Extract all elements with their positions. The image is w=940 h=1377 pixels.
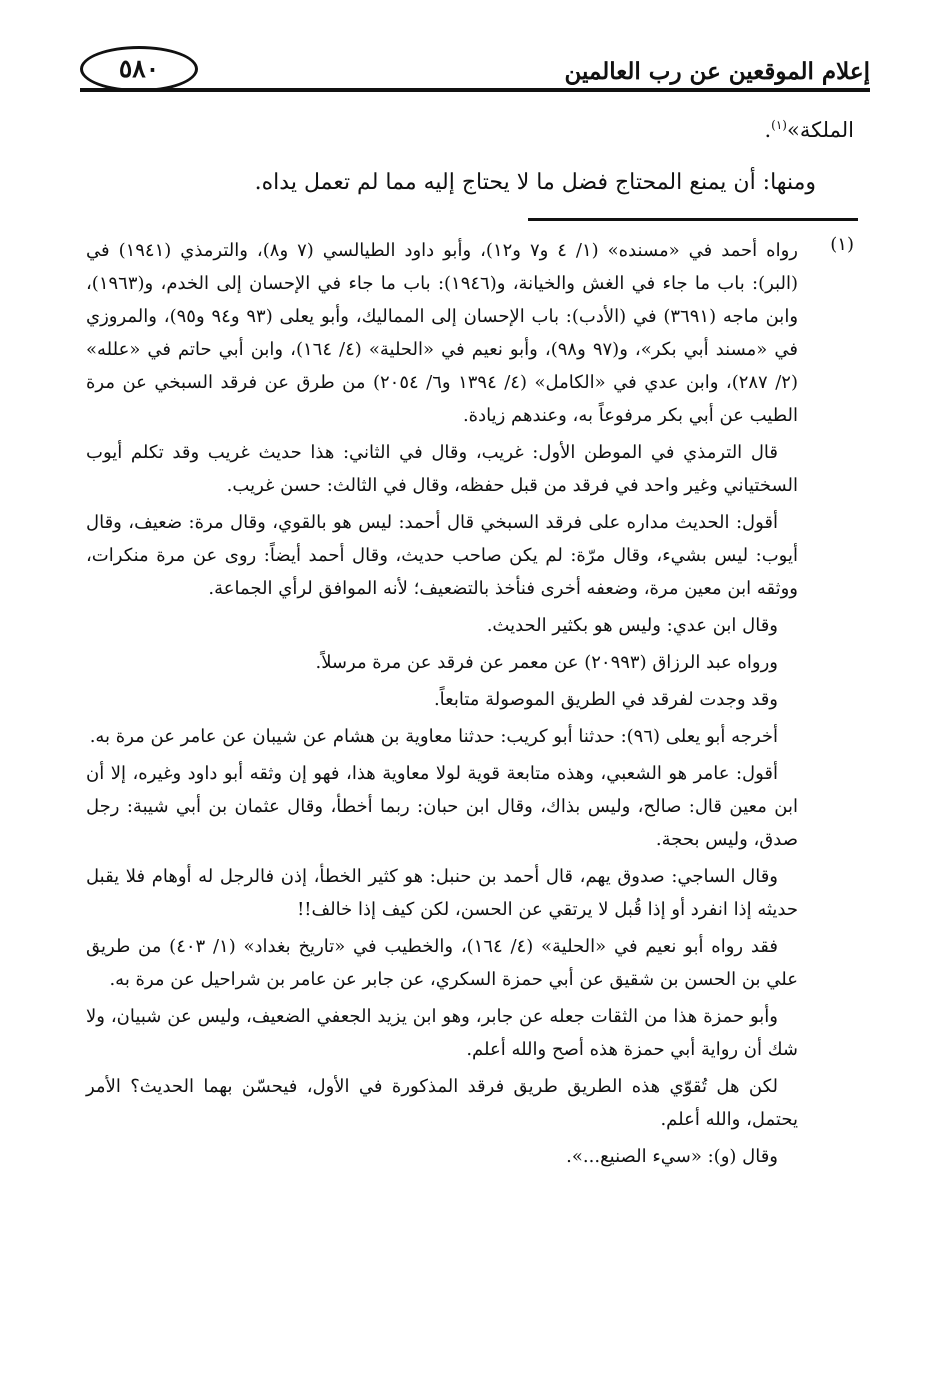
footnote-paragraph: وقال (و): «سيء الصنيع...». — [566, 1146, 778, 1167]
book-title: إعلام الموقعين عن رب العالمين — [564, 58, 870, 85]
main-text-fragment: الملكة» — [786, 118, 854, 142]
footnote-paragraph: فقد رواه أبو نعيم في «الحلية» (٤/ ١٦٤)، والخطيب في «تاريخ بغداد» (١/ ٤٠٣) من طريق علي بن الحسن بن شقيق عن أبي حمزة السكري، عن جابر عن عامر بن شراحيل عن مرة به. — [86, 936, 798, 990]
footnote-paragraph: أقول: الحديث مداره على فرقد السبخي قال أحمد: ليس هو بالقوي، وقال مرة: ضعيف، وقال أيوب: ليس بشيء، وقال مرّة: لم يكن صاحب حديث، وقال أحمد أيضاً: روى عن مرة منكرات، ووثقه ابن معين مرة، وضعفه أخرى فنأخذ بالتضعيف؛ لأنه الموافق لرأي الجماعة. — [86, 512, 798, 599]
page-header — [80, 44, 870, 92]
footnote-paragraph: وقال الساجي: صدوق يهم، قال أحمد بن حنبل: هو كثير الخطأ، إذن فالرجل له أوهام فلا يقبل حديثه إذا انفرد أو إذا قُبل لا يرتقي عن الحسن، لكن كيف إذا خالف!! — [86, 866, 798, 920]
footnote-paragraph: أقول: عامر هو الشعبي، وهذه متابعة قوية لولا معاوية هذا، فهو إن وثقه أبو داود وغيره، إلا أن ابن معين قال: صالح، وليس بذاك، وقال ابن حبان: ربما أخطأ، وقال عثمان بن أبي شيبة: رجل صدق، وليس بحجة. — [86, 763, 798, 850]
footnote-paragraph: أخرجه أبو يعلى (٩٦): حدثنا أبو كريب: حدثنا معاوية بن هشام عن شيبان عن عامر عن مرة به. — [89, 726, 778, 747]
footnote-paragraph: قال الترمذي في الموطن الأول: غريب، وقال في الثاني: هذا حديث غريب وقد تكلم أيوب السختياني وغير واحد في فرقد من قبل حفظه، وقال في الثالث: حسن غريب. — [86, 442, 798, 496]
footnote-paragraph: ورواه عبد الرزاق (٢٠٩٩٣) عن معمر عن فرقد عن مرة مرسلاً. — [315, 652, 778, 673]
footnote-number: (١) — [830, 234, 854, 255]
period: . — [764, 118, 772, 142]
main-text-line: ومنها: أن يمنع المحتاج فضل ما لا يحتاج إليه مما لم تعمل يداه. — [254, 170, 816, 195]
footnote-body — [86, 234, 798, 1177]
footnote-separator — [528, 218, 858, 221]
page-number: ٥٨٠ — [80, 46, 198, 92]
footnote-paragraph: وقال ابن عدي: وليس هو بكثير الحديث. — [486, 615, 778, 636]
footnote-paragraph: وقد وجدت لفرقد في الطريق الموصولة متابعاً. — [433, 689, 778, 710]
footnote-paragraph: لكن هل تُقوّي هذه الطريق طريق فرقد المذكورة في الأول، فيحسّن بهما الحديث؟ الأمر يحتمل، والله أعلم. — [86, 1076, 798, 1130]
main-text-line — [764, 118, 854, 142]
header-rule — [80, 88, 870, 92]
footnote-reference: (١) — [771, 118, 787, 132]
footnote-paragraph: رواه أحمد في «مسنده» (١/ ٤ و٧ و١٢)، وأبو داود الطيالسي (٧ و٨)، والترمذي (١٩٤١) في (البر): باب ما جاء في الغش والخيانة، و(١٩٤٦): باب ما جاء في الإحسان إلى الخدم، و(١٩٦٣)، وابن ماجه (٣٦٩١) في (الأدب): باب الإحسان إلى المماليك، وأبو يعلى (٩٣ و٩٤ و٩٥)، والمروزي في «مسند أبي بكر»، و(٩٧ و٩٨)، وأبو نعيم في «الحلية» (٤/ ١٦٤)، وابن أبي حاتم في «علله» (٢/ ٢٨٧)، وابن عدي في «الكامل» (٤/ ١٣٩٤ و٦/ ٢٠٥٤) من طرق عن فرقد السبخي عن مرة الطيب عن أبي بكر مرفوعاً به، وعندهم زيادة. — [86, 240, 799, 426]
footnote-paragraph: وأبو حمزة هذا من الثقات جعله عن جابر، وهو ابن يزيد الجعفي الضعيف، وليس عن شبيان، ولا شك أن رواية أبي حمزة هذه أصح والله أعلم. — [86, 1006, 798, 1060]
